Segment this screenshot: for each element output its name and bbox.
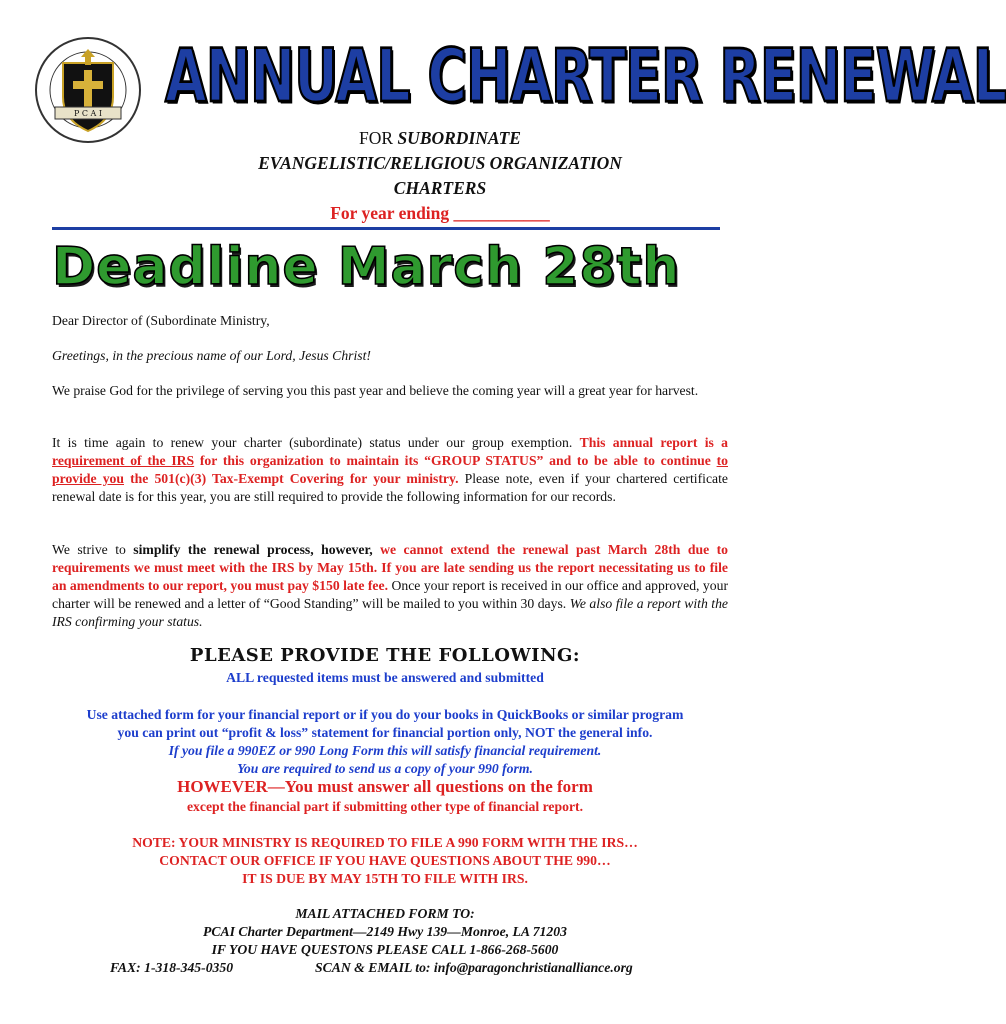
greeting: Greetings, in the precious name of our Lord, Jesus Christ! <box>52 348 371 363</box>
scan-email-line: SCAN & EMAIL to: info@paragonchristianalliance.org <box>315 960 633 975</box>
mail-line-1: MAIL ATTACHED FORM TO: <box>295 906 475 921</box>
header-divider <box>52 227 720 230</box>
irs-note-block <box>30 834 740 888</box>
para2-a: It is time again to renew your charter (subordinate) status under our group exemption. <box>52 435 580 450</box>
pcai-seal-logo <box>33 35 143 145</box>
irs-note-line-2: CONTACT OUR OFFICE IF YOU HAVE QUESTIONS ABOUT THE 990… <box>159 853 611 868</box>
para3-e: We also file a report with the IRS confirming your status. <box>52 596 729 629</box>
para3-c: we cannot extend the renewal past March 28th due to requirements we must meet with the IRS by May 15th. If you are late sending us the report necessitating us to file an amendments to our report, you must pay $150 late fee. <box>52 542 729 593</box>
for-prefix: FOR <box>359 128 398 148</box>
except-line: except the financial part if submitting other type of financial report. <box>186 799 583 814</box>
for-line-1: SUBORDINATE <box>397 128 521 148</box>
form-990-line-2: You are required to send us a copy of your 990 form. <box>237 761 533 776</box>
all-requested-line: ALL requested items must be answered and submitted <box>226 670 544 685</box>
use-form-block <box>30 706 740 742</box>
para2-f: the 501(c)(3) Tax-Exempt Covering for your ministry. <box>124 471 459 486</box>
document-title: ANNUAL CHARTER RENEWAL <box>165 33 1006 119</box>
use-form-line-2: you can print out “profit & loss” statement for financial portion only, NOT the general info. <box>117 725 653 740</box>
paragraph-3 <box>52 541 728 631</box>
however-line: HOWEVER—You must answer all questions on the form <box>177 777 593 796</box>
irs-note-line-3: IT IS DUE BY MAY 15TH TO FILE WITH IRS. <box>242 871 528 886</box>
para2-d: for this organization to maintain its “GROUP STATUS” and to be able to continue <box>194 453 717 468</box>
form-990-block <box>30 742 740 778</box>
deadline-banner: Deadline March 28th <box>52 237 681 297</box>
for-line-2: EVANGELISTIC/RELIGIOUS ORGANIZATION <box>258 153 622 173</box>
phone-line: IF YOU HAVE QUESTONS PLEASE CALL 1-866-268-5600 <box>211 942 559 957</box>
form-990-line-1: If you file a 990EZ or 990 Long Form this will satisfy financial requirement. <box>168 743 602 758</box>
para3-d: Once your report is received in our office and approved, your charter will be renewed and a letter of “Good Standing” will be mailed to you within 30 days. <box>52 578 729 611</box>
para2-c: requirement of the IRS <box>52 453 195 468</box>
for-line-3: CHARTERS <box>393 178 487 198</box>
paragraph-2 <box>52 434 728 506</box>
logo-monogram: P C A I <box>73 109 103 118</box>
irs-note-line-1: NOTE: YOUR MINISTRY IS REQUIRED TO FILE A 990 FORM WITH THE IRS… <box>132 835 638 850</box>
para2-e: to provide you <box>52 453 728 486</box>
salutation: Dear Director of (Subordinate Ministry, <box>52 313 270 328</box>
para2-g: Please note, even if your chartered certificate renewal date is for this year, you are still required to provide the following information for our records. <box>52 471 728 504</box>
para3-b: simplify the renewal process, however, <box>133 542 373 557</box>
use-form-line-1: Use attached form for your financial report or if you do your books in QuickBooks or similar program <box>86 707 684 722</box>
para2-b: This annual report is a <box>579 435 728 450</box>
paragraph-1: We praise God for the privilege of serving you this past year and believe the coming year will a great year for harvest. <box>52 383 699 398</box>
for-subordinate-block <box>160 126 720 226</box>
mail-address-line: PCAI Charter Department—2149 Hwy 139—Monroe, LA 71203 <box>203 924 567 939</box>
para3-a: We strive to <box>52 542 134 557</box>
year-ending-line: For year ending ___________ <box>330 203 550 223</box>
please-provide-heading: PLEASE PROVIDE THE FOLLOWING: <box>189 645 581 666</box>
mailing-instructions <box>30 905 740 959</box>
fax-line: FAX: 1-318-345-0350 <box>110 960 234 975</box>
